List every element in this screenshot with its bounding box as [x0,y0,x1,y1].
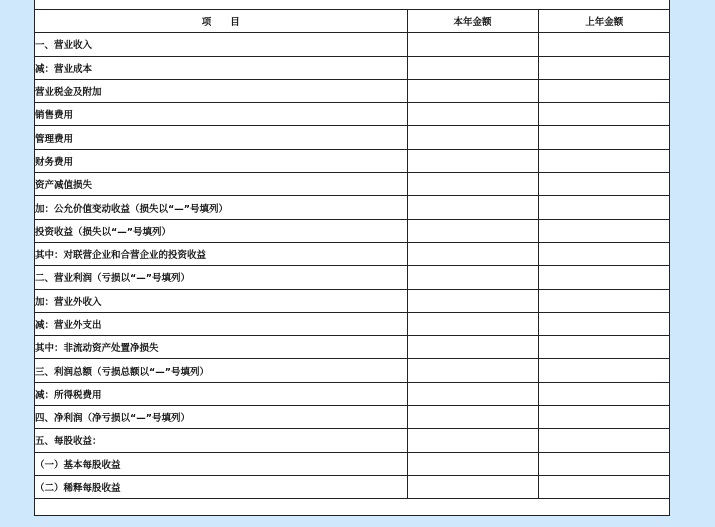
table-row [35,173,670,196]
table-body [35,33,670,499]
previous-year-amount-cell[interactable] [538,359,670,382]
previous-year-amount-cell[interactable] [538,173,670,196]
previous-year-amount-cell[interactable] [538,475,670,498]
current-year-amount-cell[interactable] [407,359,538,382]
current-year-amount-cell[interactable] [407,103,538,126]
income-statement-table [35,9,670,499]
previous-year-amount-cell[interactable] [538,266,670,289]
row-item-label: 二、营业利润（亏损以“—”号填列） [35,266,407,289]
table-row [35,266,670,289]
previous-year-amount-cell[interactable] [538,242,670,265]
table-row [35,359,670,382]
table-row [35,336,670,359]
row-item-label: 加：营业外收入 [35,289,407,312]
previous-year-amount-cell[interactable] [538,196,670,219]
previous-year-amount-cell[interactable] [538,382,670,405]
row-item-label: （一）基本每股收益 [35,452,407,475]
row-item-label: 减：营业成本 [35,56,407,79]
current-year-amount-cell[interactable] [407,33,538,56]
previous-year-amount-cell[interactable] [538,452,670,475]
row-item-label: 其中：非流动资产处置净损失 [35,336,407,359]
row-item-label: 投资收益（损失以“—”号填列） [35,219,407,242]
column-header-item: 项 目 [35,10,407,33]
table-row [35,475,670,498]
current-year-amount-cell[interactable] [407,196,538,219]
table-row [35,103,670,126]
table-row [35,382,670,405]
previous-year-amount-cell[interactable] [538,336,670,359]
row-item-label: 三、利润总额（亏损总额以“—”号填列） [35,359,407,382]
previous-year-amount-cell[interactable] [538,289,670,312]
previous-year-amount-cell[interactable] [538,79,670,102]
row-item-label: 财务费用 [35,149,407,172]
column-header-current-year: 本年金额 [407,10,538,33]
current-year-amount-cell[interactable] [407,452,538,475]
row-item-label: 资产减值损失 [35,173,407,196]
current-year-amount-cell[interactable] [407,79,538,102]
row-item-label: 五、每股收益： [35,429,407,452]
previous-year-amount-cell[interactable] [538,406,670,429]
row-item-label: 四、净利润（净亏损以“—”号填列） [35,406,407,429]
table-row [35,452,670,475]
current-year-amount-cell[interactable] [407,312,538,335]
table-row [35,33,670,56]
current-year-amount-cell[interactable] [407,266,538,289]
current-year-amount-cell[interactable] [407,429,538,452]
previous-year-amount-cell[interactable] [538,219,670,242]
table-row [35,56,670,79]
current-year-amount-cell[interactable] [407,475,538,498]
income-statement-sheet [34,0,670,516]
current-year-amount-cell[interactable] [407,242,538,265]
column-header-previous-year: 上年金额 [538,10,670,33]
table-row [35,149,670,172]
row-item-label: 销售费用 [35,103,407,126]
current-year-amount-cell[interactable] [407,56,538,79]
row-item-label: 营业税金及附加 [35,79,407,102]
previous-year-amount-cell[interactable] [538,33,670,56]
previous-year-amount-cell[interactable] [538,149,670,172]
row-item-label: 减：所得税费用 [35,382,407,405]
row-item-label: 减：营业外支出 [35,312,407,335]
table-row [35,312,670,335]
table-row [35,126,670,149]
current-year-amount-cell[interactable] [407,382,538,405]
row-item-label: 加：公允价值变动收益（损失以“—”号填列） [35,196,407,219]
current-year-amount-cell[interactable] [407,126,538,149]
current-year-amount-cell[interactable] [407,149,538,172]
previous-year-amount-cell[interactable] [538,312,670,335]
row-item-label: 一、营业收入 [35,33,407,56]
row-item-label: 其中：对联营企业和合营企业的投资收益 [35,242,407,265]
table-row [35,219,670,242]
current-year-amount-cell[interactable] [407,173,538,196]
current-year-amount-cell[interactable] [407,406,538,429]
table-row [35,406,670,429]
table-row [35,242,670,265]
current-year-amount-cell[interactable] [407,219,538,242]
previous-year-amount-cell[interactable] [538,56,670,79]
table-row [35,196,670,219]
previous-year-amount-cell[interactable] [538,429,670,452]
previous-year-amount-cell[interactable] [538,126,670,149]
current-year-amount-cell[interactable] [407,289,538,312]
row-item-label: （二）稀释每股收益 [35,475,407,498]
table-row [35,79,670,102]
row-item-label: 管理费用 [35,126,407,149]
previous-year-amount-cell[interactable] [538,103,670,126]
table-header-row [35,10,670,33]
table-row [35,289,670,312]
current-year-amount-cell[interactable] [407,336,538,359]
table-row [35,429,670,452]
